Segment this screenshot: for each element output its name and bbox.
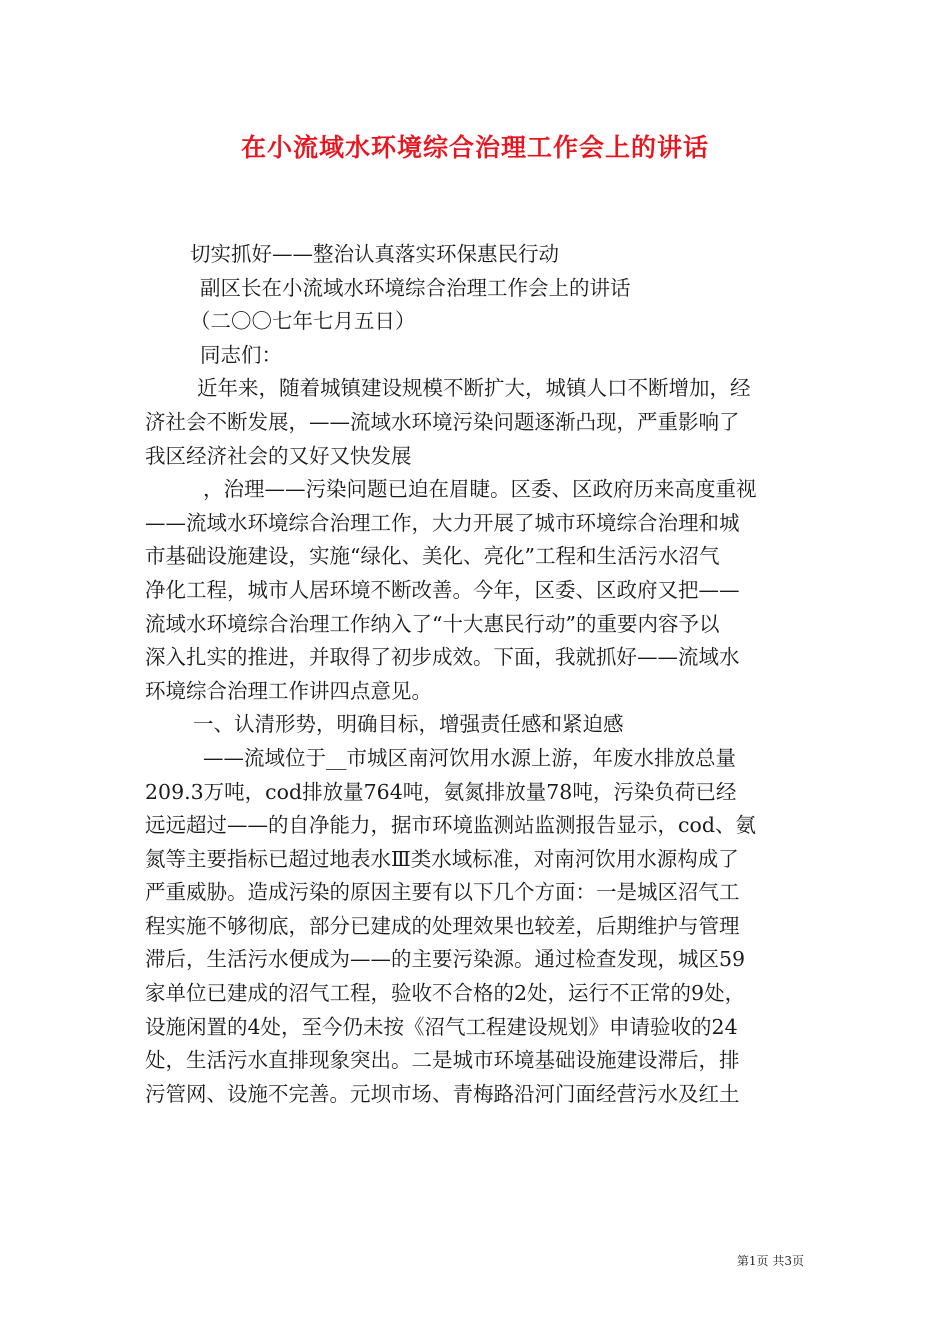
paragraph-1 (145, 372, 809, 473)
section-heading: 一、认清形势，明确目标，增强责任感和紧迫感 (193, 712, 624, 737)
document-body (145, 238, 809, 1111)
speech-date: （二〇〇七年七月五日） (190, 309, 416, 334)
page-number: 第1页 共3页 (736, 1254, 804, 1268)
paragraph-line: 环境综合治理工作讲四点意见。 (145, 678, 432, 703)
paragraph-line: 209.3万吨，cod排放量764吨，氨氮排放量78吨，污染负荷已经 (145, 779, 737, 804)
paragraph-line: 污管网、设施不完善。元坝市场、青梅路沿河门面经营污水及红土 (145, 1081, 740, 1106)
paragraph-line: 家单位已建成的沼气工程，验收不合格的2处，运行不正常的9处， (145, 981, 746, 1006)
paragraph-line: 流域水环境综合治理工作纳入了“十大惠民行动”的重要内容予以 (145, 611, 720, 636)
paragraph-line: 近年来，随着城镇建设规模不断扩大，城镇人口不断增加，经 (197, 376, 751, 401)
paragraph-line: 济社会不断发展，——流域水环境污染问题逐渐凸现，严重影响了 (145, 409, 740, 434)
paragraph-line: 严重威胁。造成污染的原因主要有以下几个方面：一是城区沼气工 (145, 880, 740, 905)
paragraph-line: 设施闲置的4处，至今仍未按《沼气工程建设规划》申请验收的24 (145, 1014, 738, 1039)
paragraph-line: 深入扎实的推进，并取得了初步成效。下面，我就抓好——流域水 (145, 645, 740, 670)
speech-heading: 切实抓好——整治认真落实环保惠民行动 (190, 242, 559, 266)
paragraph-line: ，治理——污染问题已迫在眉睫。区委、区政府历来高度重视 (203, 477, 757, 502)
paragraph-line: 氮等主要指标已超过地表水Ⅲ类水域标准，对南河饮用水源构成了 (145, 846, 739, 871)
paragraph-line: 滞后，生活污水便成为——的主要污染源。通过检查发现，城区59 (145, 947, 746, 972)
paragraph-2 (145, 473, 809, 708)
paragraph-line: 处，生活污水直排现象突出。二是城市环境基础设施建设滞后，排 (145, 1048, 740, 1073)
paragraph-line: 我区经济社会的又好又快发展 (145, 443, 412, 468)
section-1-body (145, 742, 809, 1112)
paragraph-line: 市基础设施建设，实施“绿化、美化、亮化”工程和生活污水沼气 (145, 544, 720, 569)
paragraph-line: 净化工程，城市人居环境不断改善。今年，区委、区政府又把—— (145, 577, 740, 602)
paragraph-line: 远远超过——的自净能力，据市环境监测站监测报告显示，cod、氨 (145, 813, 756, 838)
paragraph-line: ——流域水环境综合治理工作，大力开展了城市环境综合治理和城 (145, 510, 740, 535)
paragraph-line: ——流域位于__市城区南河饮用水源上游，年废水排放总量 (203, 745, 736, 770)
speech-subheading: 副区长在小流域水环境综合治理工作会上的讲话 (200, 275, 631, 300)
salutation: 同志们： (200, 342, 282, 367)
page-title: 在小流域水环境综合治理工作会上的讲话 (240, 133, 709, 162)
paragraph-line: 程实施不够彻底，部分已建成的处理效果也较差，后期维护与管理 (145, 913, 740, 938)
